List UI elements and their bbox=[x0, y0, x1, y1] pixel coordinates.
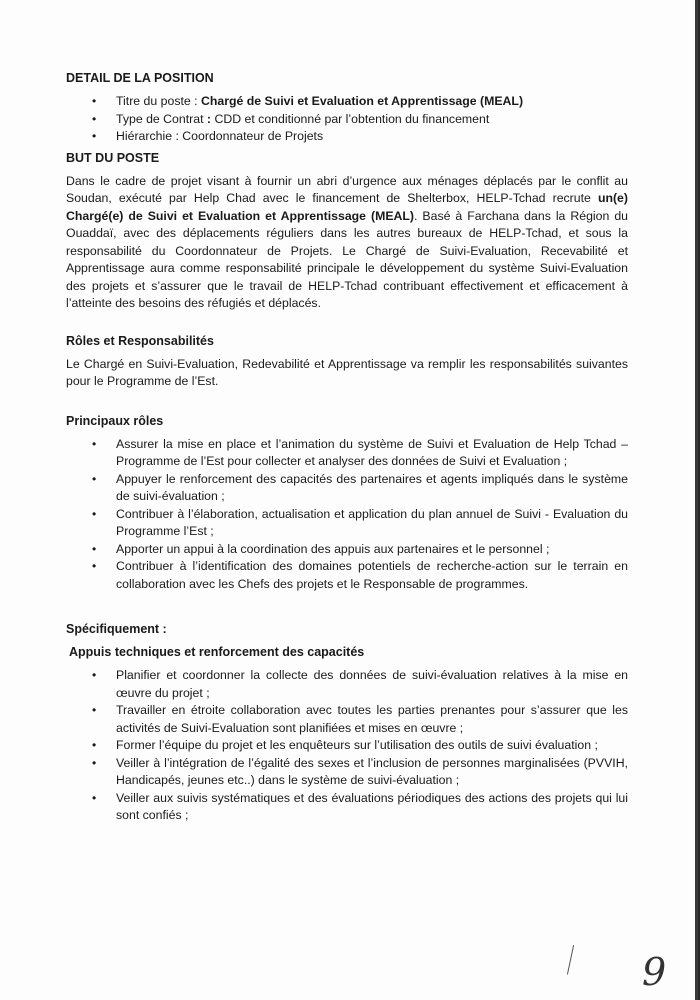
list-item: • Former l’équipe du projet et les enquêteurs sur l’utilisation des outils de suivi évaluation ; bbox=[66, 737, 628, 755]
list-item: • Veiller aux suivis systématiques et des évaluations périodiques des actions des projets qui lui sont confiés ; bbox=[66, 790, 628, 825]
position-heading: DETAIL DE LA POSITION bbox=[66, 71, 214, 85]
list-item: • Appuyer le renforcement des capacités des partenaires et agents impliqués dans le système de suivi-évaluation ; bbox=[66, 471, 628, 506]
position-item-hierarchy: • Hiérarchie : Coordonnateur de Projets bbox=[66, 128, 628, 146]
but-heading: BUT DU POSTE bbox=[66, 150, 160, 165]
scan-edge bbox=[695, 0, 698, 1000]
position-list bbox=[66, 93, 628, 146]
position-item-title: • Titre du poste : Chargé de Suivi et Evaluation et Apprentissage (MEAL) bbox=[66, 93, 628, 111]
list-item: • Contribuer à l’identification des domaines potentiels de recherche-action sur le terrain en collaboration avec les Chefs des projets et le Responsable de programmes. bbox=[66, 558, 628, 593]
list-item: • Planifier et coordonner la collecte des données de suivi-évaluation relatives à la mise en œuvre du projet ; bbox=[66, 667, 628, 702]
handwritten-page-number: 9 bbox=[642, 950, 667, 994]
document-body bbox=[66, 70, 628, 825]
list-item: • Travailler en étroite collaboration avec toutes les parties prenantes pour s’assurer que les activités de Suivi-Evaluation sont planifiées et mises en œuvre ; bbox=[66, 702, 628, 737]
principaux-heading: Principaux rôles bbox=[66, 413, 164, 428]
position-item-contract: • Type de Contrat : CDD et conditionné par l’obtention du financement bbox=[66, 111, 628, 129]
but-paragraph: Dans le cadre de projet visant à fournir un abri d’urgence aux ménages déplacés par le conflit au Soudan, exécuté par Help Chad avec le financement de Shelterbox, HELP-Tchad recrute un(e) Chargé(e) de Suivi et Evaluation et Apprentissage (MEAL). Basé à Farchana dans la Région du Ouaddaï, avec des déplacements réguliers dans les autres bureaux de HELP-Tchad, et sous la responsabilité du Coordonnateur de Projets. Le Chargé de Suivi-Evaluation, Recevabilité et Apprentissage aura comme responsabilité principale le développement du système Suivi-Evaluation des projets et s’assurer que le travail de HELP-Tchad contribuant effectivement et efficacement à l’atteinte des besoins des réfugiés et déplacés. bbox=[66, 173, 628, 310]
specifiquement-list bbox=[66, 667, 628, 825]
list-item: • Veiller à l’intégration de l’égalité des sexes et l’inclusion de personnes marginalisées (PVVIH, Handicapés, jeunes etc..) dans le système de suivi-évaluation ; bbox=[66, 755, 628, 790]
list-item: • Apporter un appui à la coordination des appuis aux partenaires et le personnel ; bbox=[66, 541, 628, 559]
roles-heading: Rôles et Responsabilités bbox=[66, 333, 214, 348]
handwritten-stroke bbox=[567, 945, 576, 975]
specifiquement-subheading: Appuis techniques et renforcement des capacités bbox=[69, 645, 365, 659]
list-item: • Assurer la mise en place et l’animation du système de Suivi et Evaluation de Help Tchad – Programme de l’Est pour collecter et analyser des données de Suivi et Evaluation ; bbox=[66, 436, 628, 471]
roles-paragraph: Le Chargé en Suivi-Evaluation, Redevabilité et Apprentissage va remplir les responsabilités suivantes pour le Programme de l’Est. bbox=[66, 356, 628, 388]
list-item: • Contribuer à l’élaboration, actualisation et application du plan annuel de Suivi - Evaluation du Programme l’Est ; bbox=[66, 506, 628, 541]
principaux-list bbox=[66, 436, 628, 594]
specifiquement-heading: Spécifiquement : bbox=[66, 622, 167, 636]
